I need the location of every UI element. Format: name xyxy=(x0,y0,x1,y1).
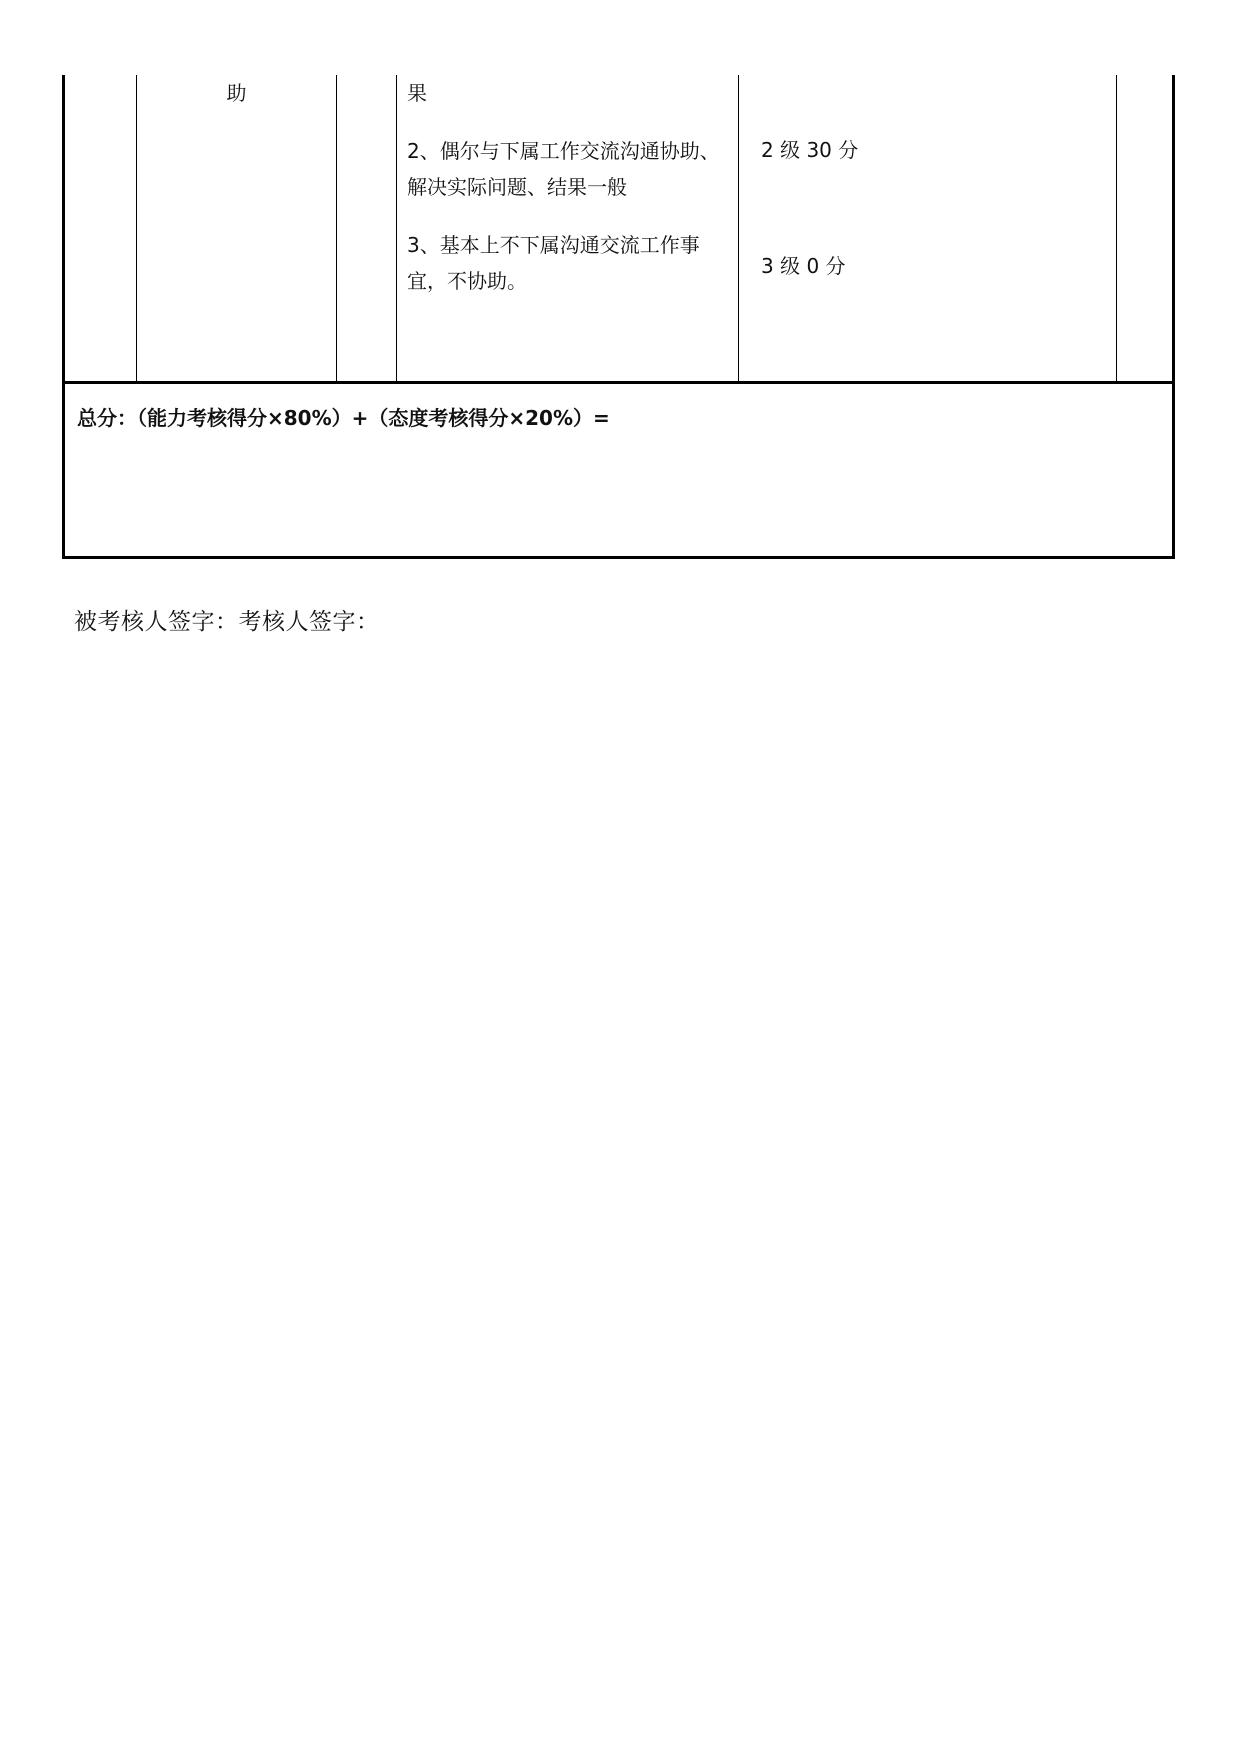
result-cell xyxy=(1117,75,1174,383)
item-name-text: 助 xyxy=(226,81,247,105)
criteria-level-3: 3、基本上不下属沟通交流工作事宜，不协助。 xyxy=(407,233,700,293)
evaluation-table xyxy=(62,75,1175,559)
index-cell xyxy=(64,75,137,383)
signature-line: 被考核人签字：考核人签字： xyxy=(74,609,380,635)
score-level-2: 2 级 30 分 xyxy=(761,138,859,162)
score-level-3: 3 级 0 分 xyxy=(761,254,846,278)
criteria-cell xyxy=(397,75,739,383)
criteria-level-2: 2、偶尔与下属工作交流沟通协助、解决实际问题、结果一般 xyxy=(407,139,720,199)
total-cell xyxy=(64,383,1174,558)
total-row xyxy=(64,383,1174,558)
weight-cell xyxy=(337,75,397,383)
item-name-cell xyxy=(137,75,337,383)
criteria-level-1-tail: 果 xyxy=(407,81,427,105)
score-cell xyxy=(739,75,1117,383)
total-formula: 总分：（能力考核得分×80%）+（态度考核得分×20%）= xyxy=(77,406,610,430)
table-row xyxy=(64,75,1174,383)
